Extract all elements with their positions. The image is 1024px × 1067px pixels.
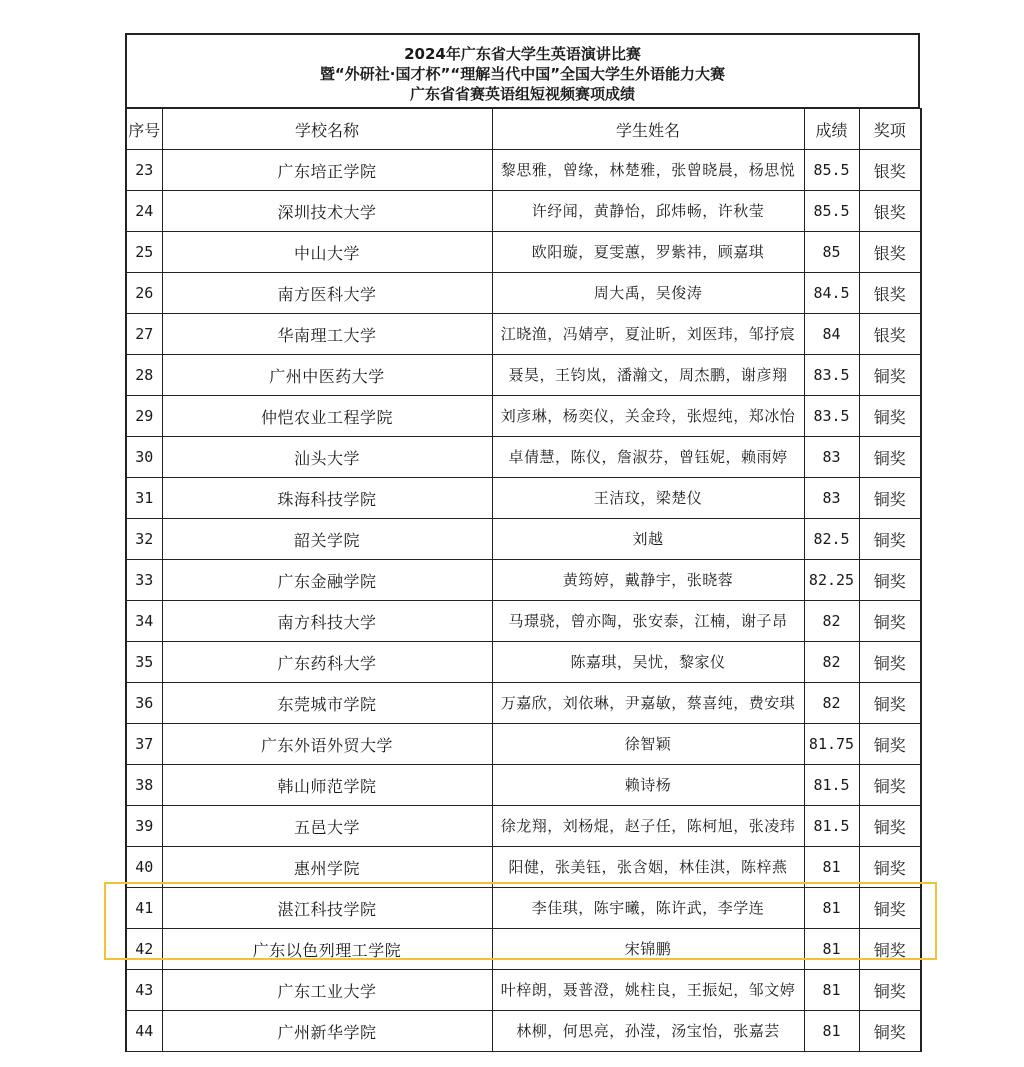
student-names: 陈嘉琪，吴忧，黎家仪 xyxy=(492,642,804,683)
student-names: 马璟骁，曾亦陶，张安泰，江楠，谢子昂 xyxy=(492,601,804,642)
score: 82 xyxy=(804,601,859,642)
header-award: 奖项 xyxy=(859,109,921,150)
row-index: 35 xyxy=(126,642,162,683)
school-name: 中山大学 xyxy=(162,232,492,273)
score: 81.5 xyxy=(804,806,859,847)
student-names: 徐龙翔，刘杨焜，赵子任，陈柯旭，张凌玮 xyxy=(492,806,804,847)
header-index: 序号 xyxy=(126,109,162,150)
table-row xyxy=(126,847,921,888)
award: 铜奖 xyxy=(859,724,921,765)
award: 铜奖 xyxy=(859,806,921,847)
row-index: 37 xyxy=(126,724,162,765)
row-index: 23 xyxy=(126,150,162,191)
results-sheet xyxy=(125,33,920,1052)
school-name: 深圳技术大学 xyxy=(162,191,492,232)
table-row xyxy=(126,560,921,601)
school-name: 广东培正学院 xyxy=(162,150,492,191)
student-names: 徐智颖 xyxy=(492,724,804,765)
student-names: 阳健，张美钰，张含姻，林佳淇，陈梓燕 xyxy=(492,847,804,888)
title-line-2: 暨“外研社·国才杯”“理解当代中国”全国大学生外语能力大赛 xyxy=(319,65,726,83)
table-row xyxy=(126,888,921,929)
award: 铜奖 xyxy=(859,355,921,396)
title-line-3: 广东省省赛英语组短视频赛项成绩 xyxy=(409,85,635,103)
score: 83 xyxy=(804,478,859,519)
student-names: 欧阳璇，夏雯蕙，罗紫祎，顾嘉琪 xyxy=(492,232,804,273)
table-row xyxy=(126,232,921,273)
school-name: 广东金融学院 xyxy=(162,560,492,601)
table-row xyxy=(126,970,921,1011)
student-names: 许纾闻，黄静怡，邱炜畅，许秋莹 xyxy=(492,191,804,232)
document-title xyxy=(125,33,920,108)
school-name: 五邑大学 xyxy=(162,806,492,847)
award: 铜奖 xyxy=(859,560,921,601)
student-names: 叶梓朗，聂普澄，姚柱良，王振妃，邹文婷 xyxy=(492,970,804,1011)
score: 81 xyxy=(804,888,859,929)
school-name: 惠州学院 xyxy=(162,847,492,888)
award: 铜奖 xyxy=(859,642,921,683)
score: 83.5 xyxy=(804,355,859,396)
score: 83.5 xyxy=(804,396,859,437)
award: 铜奖 xyxy=(859,396,921,437)
score: 81.5 xyxy=(804,765,859,806)
header-school: 学校名称 xyxy=(162,109,492,150)
results-table xyxy=(125,108,922,1052)
row-index: 26 xyxy=(126,273,162,314)
school-name: 广东以色列理工学院 xyxy=(162,929,492,970)
award: 铜奖 xyxy=(859,847,921,888)
student-names: 卓倩慧，陈仪，詹淑芬，曾钰妮，赖雨婷 xyxy=(492,437,804,478)
school-name: 韩山师范学院 xyxy=(162,765,492,806)
award: 铜奖 xyxy=(859,765,921,806)
student-names: 王洁玟，梁楚仪 xyxy=(492,478,804,519)
row-index: 41 xyxy=(126,888,162,929)
score: 81 xyxy=(804,1011,859,1052)
row-index: 38 xyxy=(126,765,162,806)
school-name: 汕头大学 xyxy=(162,437,492,478)
student-names: 黄筠婷，戴静宇，张晓蓉 xyxy=(492,560,804,601)
award: 铜奖 xyxy=(859,437,921,478)
table-row xyxy=(126,478,921,519)
row-index: 32 xyxy=(126,519,162,560)
score: 81 xyxy=(804,929,859,970)
row-index: 43 xyxy=(126,970,162,1011)
score: 82 xyxy=(804,642,859,683)
student-names: 刘越 xyxy=(492,519,804,560)
school-name: 珠海科技学院 xyxy=(162,478,492,519)
award: 铜奖 xyxy=(859,683,921,724)
score: 82.25 xyxy=(804,560,859,601)
student-names: 万嘉欣，刘依琳，尹嘉敏，蔡喜纯，费安琪 xyxy=(492,683,804,724)
header-students: 学生姓名 xyxy=(492,109,804,150)
header-score: 成绩 xyxy=(804,109,859,150)
school-name: 南方科技大学 xyxy=(162,601,492,642)
table-row xyxy=(126,273,921,314)
award: 银奖 xyxy=(859,150,921,191)
table-row xyxy=(126,642,921,683)
row-index: 36 xyxy=(126,683,162,724)
score: 82.5 xyxy=(804,519,859,560)
score: 82 xyxy=(804,683,859,724)
school-name: 东莞城市学院 xyxy=(162,683,492,724)
table-row xyxy=(126,806,921,847)
table-body xyxy=(126,150,921,1052)
award: 铜奖 xyxy=(859,929,921,970)
score: 84 xyxy=(804,314,859,355)
table-row xyxy=(126,929,921,970)
table-row xyxy=(126,437,921,478)
row-index: 28 xyxy=(126,355,162,396)
row-index: 30 xyxy=(126,437,162,478)
student-names: 李佳琪，陈宇曦，陈许武，李学连 xyxy=(492,888,804,929)
table-row xyxy=(126,1011,921,1052)
student-names: 聂昊，王钧岚，潘瀚文，周杰鹏，谢彦翔 xyxy=(492,355,804,396)
school-name: 南方医科大学 xyxy=(162,273,492,314)
award: 铜奖 xyxy=(859,519,921,560)
school-name: 仲恺农业工程学院 xyxy=(162,396,492,437)
table-row xyxy=(126,355,921,396)
award: 铜奖 xyxy=(859,601,921,642)
score: 81 xyxy=(804,970,859,1011)
table-row xyxy=(126,191,921,232)
score: 83 xyxy=(804,437,859,478)
school-name: 广东外语外贸大学 xyxy=(162,724,492,765)
school-name: 广州新华学院 xyxy=(162,1011,492,1052)
award: 银奖 xyxy=(859,232,921,273)
score: 84.5 xyxy=(804,273,859,314)
row-index: 31 xyxy=(126,478,162,519)
score: 81.75 xyxy=(804,724,859,765)
row-index: 44 xyxy=(126,1011,162,1052)
row-index: 27 xyxy=(126,314,162,355)
table-row xyxy=(126,683,921,724)
award: 银奖 xyxy=(859,273,921,314)
row-index: 25 xyxy=(126,232,162,273)
row-index: 40 xyxy=(126,847,162,888)
school-name: 湛江科技学院 xyxy=(162,888,492,929)
student-names: 周大禹，吴俊涛 xyxy=(492,273,804,314)
table-row xyxy=(126,601,921,642)
row-index: 42 xyxy=(126,929,162,970)
student-names: 刘彦琳，杨奕仪，关金玲，张煜纯，郑冰怡 xyxy=(492,396,804,437)
award: 银奖 xyxy=(859,191,921,232)
student-names: 江晓渔，冯婧亭，夏沚昕，刘医玮，邹抒宸 xyxy=(492,314,804,355)
score: 85.5 xyxy=(804,191,859,232)
table-row xyxy=(126,150,921,191)
row-index: 29 xyxy=(126,396,162,437)
row-index: 34 xyxy=(126,601,162,642)
school-name: 广州中医药大学 xyxy=(162,355,492,396)
award: 铜奖 xyxy=(859,1011,921,1052)
student-names: 林柳，何思亮，孙滢，汤宝怡，张嘉芸 xyxy=(492,1011,804,1052)
student-names: 宋锦鹏 xyxy=(492,929,804,970)
table-row xyxy=(126,314,921,355)
table-row xyxy=(126,519,921,560)
score: 85.5 xyxy=(804,150,859,191)
title-line-1: 2024年广东省大学生英语演讲比赛 xyxy=(404,45,641,63)
row-index: 24 xyxy=(126,191,162,232)
award: 铜奖 xyxy=(859,888,921,929)
row-index: 33 xyxy=(126,560,162,601)
school-name: 华南理工大学 xyxy=(162,314,492,355)
table-row xyxy=(126,765,921,806)
page-bottom-edge xyxy=(0,1062,1024,1067)
school-name: 广东工业大学 xyxy=(162,970,492,1011)
table-row xyxy=(126,724,921,765)
award: 银奖 xyxy=(859,314,921,355)
score: 85 xyxy=(804,232,859,273)
award: 铜奖 xyxy=(859,478,921,519)
table-row xyxy=(126,396,921,437)
student-names: 黎思雅，曾缘，林楚雅，张曾晓晨，杨思悦 xyxy=(492,150,804,191)
award: 铜奖 xyxy=(859,970,921,1011)
row-index: 39 xyxy=(126,806,162,847)
student-names: 赖诗杨 xyxy=(492,765,804,806)
score: 81 xyxy=(804,847,859,888)
school-name: 广东药科大学 xyxy=(162,642,492,683)
school-name: 韶关学院 xyxy=(162,519,492,560)
